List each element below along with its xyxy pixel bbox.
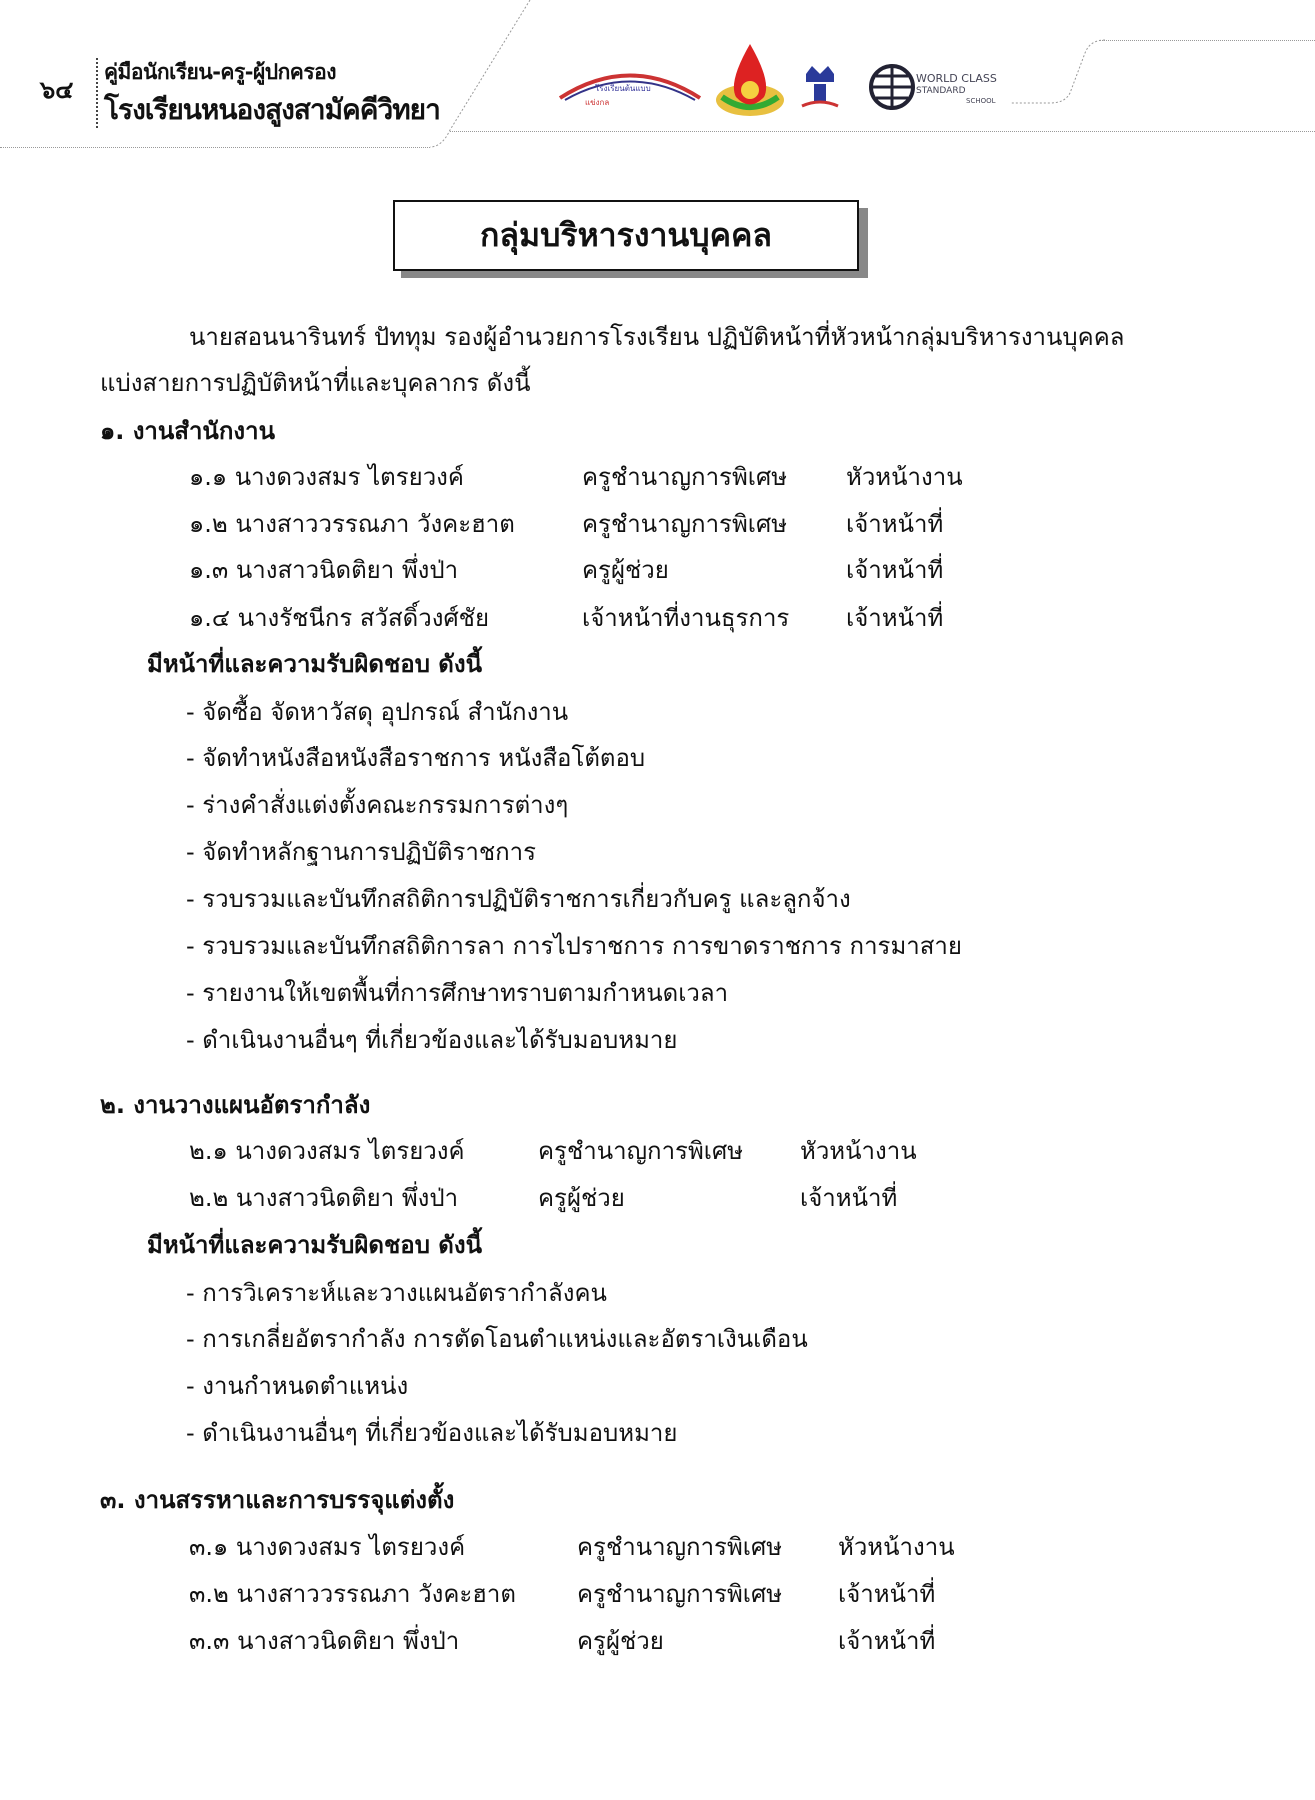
staff-role: หัวหน้างาน: [846, 463, 963, 491]
staff-name: ๑.๓ นางสาวนิดติยา พึ่งป่า: [189, 556, 459, 584]
world-class-logo: WORLD CLASS STANDARD SCHOOL: [868, 62, 998, 112]
duty-item: - การเกลี่ยอัตรากำลัง การตัดโอนตำแหน่งและอัตราเงินเดือน: [186, 1325, 808, 1353]
header-slant-line: [420, 0, 540, 150]
staff-role: หัวหน้างาน: [838, 1533, 955, 1561]
staff-name: ๑.๔ นางรัชนีกร สวัสดิ์วงศ์ชัย: [189, 604, 490, 632]
header-dotted-line: [450, 131, 1315, 132]
staff-position: ครูชำนาญการพิเศษ: [582, 463, 788, 491]
staff-position: ครูชำนาญการพิเศษ: [538, 1137, 744, 1165]
staff-position: ครูชำนาญการพิเศษ: [577, 1580, 783, 1608]
staff-role: หัวหน้างาน: [800, 1137, 917, 1165]
header-subtitle: คู่มือนักเรียน-ครู-ผู้ปกครอง: [104, 60, 336, 84]
staff-name: ๓.๓ นางสาวนิดติยา พึ่งป่า: [189, 1627, 460, 1655]
intro-paragraph-line: นายสอนนารินทร์ ปัททุม รองผู้อำนวยการโรงเรียน ปฏิบัติหน้าที่หัวหน้ากลุ่มบริหารงานบุคคล: [189, 323, 1125, 351]
staff-role: เจ้าหน้าที่: [846, 604, 944, 632]
staff-role: เจ้าหน้าที่: [838, 1580, 936, 1608]
section-heading: ๓. งานสรรหาและการบรรจุแต่งตั้ง: [100, 1486, 455, 1514]
header-slant-line: [1010, 38, 1110, 108]
duty-item: - ดำเนินงานอื่นๆ ที่เกี่ยวข้องและได้รับมอบหมาย: [186, 1026, 678, 1054]
staff-role: เจ้าหน้าที่: [846, 556, 944, 584]
staff-name: ๒.๑ นางดวงสมร ไตรยวงค์: [189, 1137, 465, 1165]
header-divider: [96, 58, 98, 128]
staff-position: ครูผู้ช่วย: [538, 1184, 625, 1212]
duty-item: - จัดซื้อ จัดหาวัสดุ อุปกรณ์ สำนักงาน: [186, 698, 569, 726]
header-school-name: โรงเรียนหนองสูงสามัคคีวิทยา: [104, 93, 440, 126]
section-heading: ๒. งานวางแผนอัตรากำลัง: [100, 1091, 371, 1119]
header-dotted-line: [1100, 40, 1315, 41]
duty-item: - การวิเคราะห์และวางแผนอัตรากำลังคน: [186, 1279, 607, 1307]
model-school-logo: โรงเรียนต้นแบบ แข่งกล: [555, 58, 705, 118]
page-number: ๖๔: [40, 76, 74, 104]
duty-item: - รวบรวมและบันทึกสถิติการลา การไปราชการ การขาดราชการ การมาสาย: [186, 932, 962, 960]
duty-item: - งานกำหนดตำแหน่ง: [186, 1372, 409, 1400]
staff-name: ๑.๒ นางสาววรรณภา วังคะฮาต: [189, 510, 515, 538]
duties-heading: มีหน้าที่และความรับผิดชอบ ดังนี้: [147, 650, 483, 678]
school-emblem-icon: [712, 42, 788, 120]
staff-position: ครูผู้ช่วย: [582, 556, 669, 584]
duty-item: - จัดทำหนังสือหนังสือราชการ หนังสือโต้ตอบ: [186, 744, 646, 772]
page-title: กลุ่มบริหารงานบุคคล: [393, 200, 859, 271]
staff-name: ๒.๒ นางสาวนิดติยา พึ่งป่า: [189, 1184, 459, 1212]
staff-name: ๓.๑ นางดวงสมร ไตรยวงค์: [189, 1533, 466, 1561]
duty-item: - จัดทำหลักฐานการปฏิบัติราชการ: [186, 838, 537, 866]
duty-item: - รวบรวมและบันทึกสถิติการปฏิบัติราชการเกี่ยวกับครู และลูกจ้าง: [186, 885, 851, 913]
staff-name: ๑.๑ นางดวงสมร ไตรยวงค์: [189, 463, 464, 491]
staff-position: เจ้าหน้าที่งานธุรการ: [582, 604, 790, 632]
header-dotted-line: [0, 147, 430, 148]
duty-item: - ร่างคำสั่งแต่งตั้งคณะกรรมการต่างๆ: [186, 791, 569, 819]
duty-item: - ดำเนินงานอื่นๆ ที่เกี่ยวข้องและได้รับมอบหมาย: [186, 1419, 678, 1447]
staff-name: ๓.๒ นางสาววรรณภา วังคะฮาต: [189, 1580, 516, 1608]
staff-role: เจ้าหน้าที่: [846, 510, 944, 538]
section-heading: ๑. งานสำนักงาน: [100, 417, 275, 445]
staff-role: เจ้าหน้าที่: [800, 1184, 898, 1212]
staff-role: เจ้าหน้าที่: [838, 1627, 936, 1655]
staff-position: ครูชำนาญการพิเศษ: [582, 510, 788, 538]
intro-paragraph-line: แบ่งสายการปฏิบัติหน้าที่และบุคลากร ดังนี้: [100, 369, 531, 397]
crown-book-icon: [798, 62, 843, 112]
staff-position: ครูชำนาญการพิเศษ: [577, 1533, 783, 1561]
staff-position: ครูผู้ช่วย: [577, 1627, 664, 1655]
duties-heading: มีหน้าที่และความรับผิดชอบ ดังนี้: [147, 1231, 483, 1259]
duty-item: - รายงานให้เขตพื้นที่การศึกษาทราบตามกำหนดเวลา: [186, 979, 729, 1007]
